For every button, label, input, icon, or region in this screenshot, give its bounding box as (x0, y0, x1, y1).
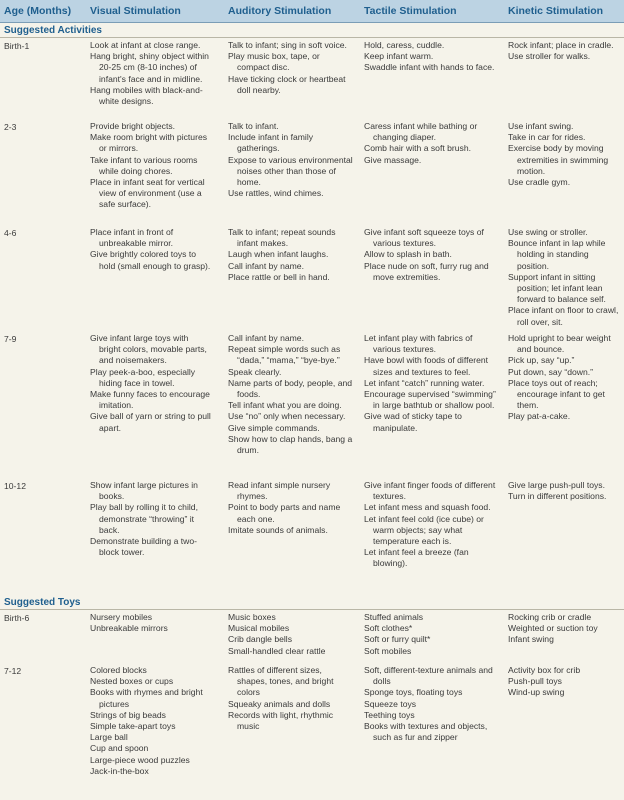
list-item: Simple take-apart toys (90, 721, 176, 732)
list-item: Give brightly colored toys to hold (small enough to grasp). (90, 249, 211, 271)
list-item: Have ticking clock or heartbeat doll nearby. (228, 73, 346, 95)
list-item: Use swing or stroller. (508, 227, 588, 237)
header-age: Age (Months) (4, 5, 72, 17)
list-item: Use stroller for walks. (508, 51, 591, 62)
list-item: Give large push-pull toys. (508, 480, 605, 490)
kinetic-cell (508, 121, 622, 188)
list-item: Teething toys (364, 709, 415, 720)
list-item: Play peek-a-boo, especially hiding face in towel. (90, 366, 196, 388)
list-item: Infant swing (508, 634, 554, 645)
list-item: Give infant large toys with bright colors, movable parts, and noisemakers. (90, 333, 207, 366)
list-item: Hold upright to bear weight and bounce. (508, 333, 611, 355)
list-item: Small-handled clear rattle (228, 645, 326, 656)
list-item: Name parts of body, people, and foods. (228, 377, 353, 400)
list-item: Caress infant while bathing or changing diaper. (364, 121, 478, 143)
list-item: Give infant finger foods of different textures. (364, 480, 496, 502)
list-item: Use “no” only when necessary. (228, 411, 346, 422)
visual-cell (90, 227, 212, 272)
header-kinetic: Kinetic Stimulation (508, 5, 604, 17)
list-item: Point to body parts and name each one. (228, 502, 341, 524)
list-item: Soft, different-texture animals and dolls (364, 665, 493, 687)
list-item: Weighted or suction toy (508, 623, 598, 634)
visual-cell (90, 333, 212, 434)
header-auditory: Auditory Stimulation (228, 5, 332, 17)
list-item: Large-piece wood puzzles (90, 754, 190, 765)
list-item: Hang bright, shiny object within 20-25 cm (8-10 inches) of infant's face and in midline. (90, 51, 209, 84)
list-item: Let infant feel cold (ice cube) or warm objects; say what temperature each is. (364, 513, 484, 547)
list-item: Use rattles, wind chimes. (228, 188, 324, 199)
list-item: Make room bright with pictures or mirrors. (90, 132, 208, 154)
age-label: Birth-6 (4, 613, 30, 623)
list-item: Sponge toys, floating toys (364, 687, 463, 698)
list-item: Push-pull toys (508, 676, 562, 687)
auditory-cell (228, 480, 354, 536)
tactile-cell (364, 40, 500, 74)
section-divider (0, 37, 624, 38)
tactile-cell (364, 227, 500, 283)
list-item: Read infant simple nursery rhymes. (228, 480, 331, 502)
list-item: Take in car for rides. (508, 132, 586, 143)
list-item: Squeaky animals and dolls (228, 698, 331, 709)
section-title-toys: Suggested Toys (4, 597, 81, 608)
list-item: Musical mobiles (228, 623, 290, 634)
list-item: Call infant by name. (228, 333, 304, 343)
visual-cell (90, 40, 212, 107)
visual-cell (90, 121, 212, 211)
list-item: Nested boxes or cups (90, 676, 174, 687)
header-visual: Visual Stimulation (90, 5, 181, 17)
list-item: Give ball of yarn or string to pull apart. (90, 411, 211, 433)
age-label: 2-3 (4, 122, 17, 132)
list-item: Play pat-a-cake. (508, 411, 571, 422)
list-item: Give wad of sticky tape to manipulate. (364, 411, 462, 433)
tactile-cell (364, 121, 500, 166)
list-item: Show how to clap hands, bang a drum. (228, 433, 353, 456)
age-label: 4-6 (4, 228, 17, 238)
list-item: Large ball (90, 732, 128, 743)
kinetic-cell (508, 665, 622, 699)
auditory-cell (228, 40, 354, 96)
age-label: 7-9 (4, 334, 17, 344)
list-item: Pick up, say “up.” (508, 355, 575, 366)
section-divider (0, 609, 624, 610)
list-item: Let infant feel a breeze (fan blowing). (364, 547, 469, 569)
list-item: Hold, caress, cuddle. (364, 40, 445, 50)
list-item: Records with light, rhythmic music (228, 709, 334, 732)
list-item: Use infant swing. (508, 121, 574, 131)
list-item: Cup and spoon (90, 743, 149, 754)
age-label: Birth-1 (4, 41, 30, 51)
list-item: Speak clearly. (228, 366, 282, 377)
list-item: Rock infant; place in cradle. (508, 40, 614, 50)
list-item: Play ball by rolling it to child, demonstrate “throwing” it back. (90, 502, 198, 535)
list-item: Have bowl with foods of different sizes and textures to feel. (364, 355, 489, 377)
list-item: Place nude on soft, furry rug and move extremities. (364, 260, 489, 282)
auditory-cell (228, 121, 354, 199)
list-item: Let infant play with fabrics of various textures. (364, 333, 473, 355)
list-item: Unbreakable mirrors (90, 623, 168, 634)
list-item: Squeeze toys (364, 698, 417, 709)
tactile-cell (364, 665, 500, 743)
list-item: Give massage. (364, 154, 422, 165)
list-item: Exercise body by moving extremities in swimming motion. (508, 143, 609, 176)
list-item: Jack-in-the-box (90, 765, 149, 776)
list-item: Place in infant seat for vertical view of environment (use a safe surface). (90, 177, 205, 210)
list-item: Swaddle infant with hands to face. (364, 62, 495, 73)
list-item: Support infant in sitting position; let infant lean forward to balance self. (508, 271, 606, 305)
list-item: Keep infant warm. (364, 51, 434, 62)
list-item: Bounce infant in lap while holding in standing position. (508, 238, 606, 271)
list-item: Play music box, tape, or compact disc. (228, 51, 320, 73)
list-item: Talk to infant; repeat sounds infant makes. (228, 227, 336, 249)
list-item: Activity box for crib (508, 665, 581, 675)
auditory-cell (228, 612, 354, 657)
tactile-cell (364, 612, 500, 657)
kinetic-cell (508, 480, 622, 502)
list-item: Books with textures and objects, such as fur and zipper (364, 721, 488, 743)
auditory-cell (228, 227, 354, 283)
list-item: Provide bright objects. (90, 121, 176, 131)
list-item: Talk to infant; sing in soft voice. (228, 40, 347, 50)
header-tactile: Tactile Stimulation (364, 5, 457, 17)
tactile-cell (364, 480, 500, 570)
list-item: Let infant “catch” running water. (364, 377, 485, 388)
list-item: Give infant soft squeeze toys of various textures. (364, 227, 484, 249)
list-item: Colored blocks (90, 665, 147, 675)
table-header-row (0, 0, 624, 23)
list-item: Comb hair with a soft brush. (364, 143, 471, 154)
list-item: Laugh when infant laughs. (228, 249, 329, 260)
list-item: Make funny faces to encourage imitation. (90, 389, 210, 411)
list-item: Hang mobiles with black-and-white designs. (90, 84, 203, 107)
list-item: Place infant on floor to crawl, roll over, sit. (508, 305, 619, 327)
list-item: Crib dangle bells (228, 634, 293, 645)
auditory-cell (228, 333, 354, 456)
list-item: Show infant large pictures in books. (90, 480, 198, 502)
list-item: Wind-up swing (508, 687, 565, 698)
list-item: Use cradle gym. (508, 177, 571, 188)
list-item: Nursery mobiles (90, 612, 153, 622)
list-item: Give simple commands. (228, 422, 320, 433)
list-item: Demonstrate building a two-block tower. (90, 536, 197, 558)
list-item: Turn in different positions. (508, 491, 607, 502)
list-item: Strings of big beads (90, 709, 166, 720)
list-item: Rattles of different sizes, shapes, tones, and bright colors (228, 665, 334, 698)
kinetic-cell (508, 40, 622, 62)
list-item: Books with rhymes and bright pictures (90, 687, 203, 709)
list-item: Place rattle or bell in hand. (228, 271, 330, 282)
list-item: Call infant by name. (228, 260, 304, 271)
visual-cell (90, 480, 212, 558)
list-item: Repeat simple words such as “dada,” “mama,” “bye-bye.” (228, 344, 341, 366)
list-item: Let infant mess and squash food. (364, 502, 491, 513)
age-label: 7-12 (4, 666, 22, 676)
list-item: Place toys out of reach; encourage infant to get them. (508, 377, 605, 411)
kinetic-cell (508, 612, 622, 646)
list-item: Stuffed animals (364, 612, 424, 622)
list-item: Look at infant at close range. (90, 40, 201, 50)
list-item: Music boxes (228, 612, 276, 622)
list-item: Encourage supervised “swimming” in large bathtub or shallow pool. (364, 389, 496, 411)
list-item: Soft or furry quilt* (364, 634, 431, 645)
list-item: Include infant in family gatherings. (228, 132, 314, 154)
list-item: Put down, say “down.” (508, 366, 594, 377)
list-item: Soft clothes* (364, 623, 413, 634)
kinetic-cell (508, 333, 622, 423)
list-item: Allow to splash in bath. (364, 249, 452, 260)
list-item: Rocking crib or cradle (508, 612, 592, 622)
age-label: 10-12 (4, 481, 26, 491)
list-item: Tell infant what you are doing. (228, 400, 342, 411)
list-item: Talk to infant. (228, 121, 279, 131)
section-title-activities: Suggested Activities (4, 25, 102, 36)
tactile-cell (364, 333, 500, 434)
list-item: Place infant in front of unbreakable mirror. (90, 227, 174, 249)
visual-cell (90, 612, 212, 634)
kinetic-cell (508, 227, 622, 328)
list-item: Soft mobiles (364, 645, 412, 656)
list-item: Take infant to various rooms while doing chores. (90, 154, 198, 176)
auditory-cell (228, 665, 354, 732)
list-item: Imitate sounds of animals. (228, 524, 328, 535)
list-item: Expose to various environmental noises other than those of home. (228, 154, 353, 188)
visual-cell (90, 665, 212, 777)
